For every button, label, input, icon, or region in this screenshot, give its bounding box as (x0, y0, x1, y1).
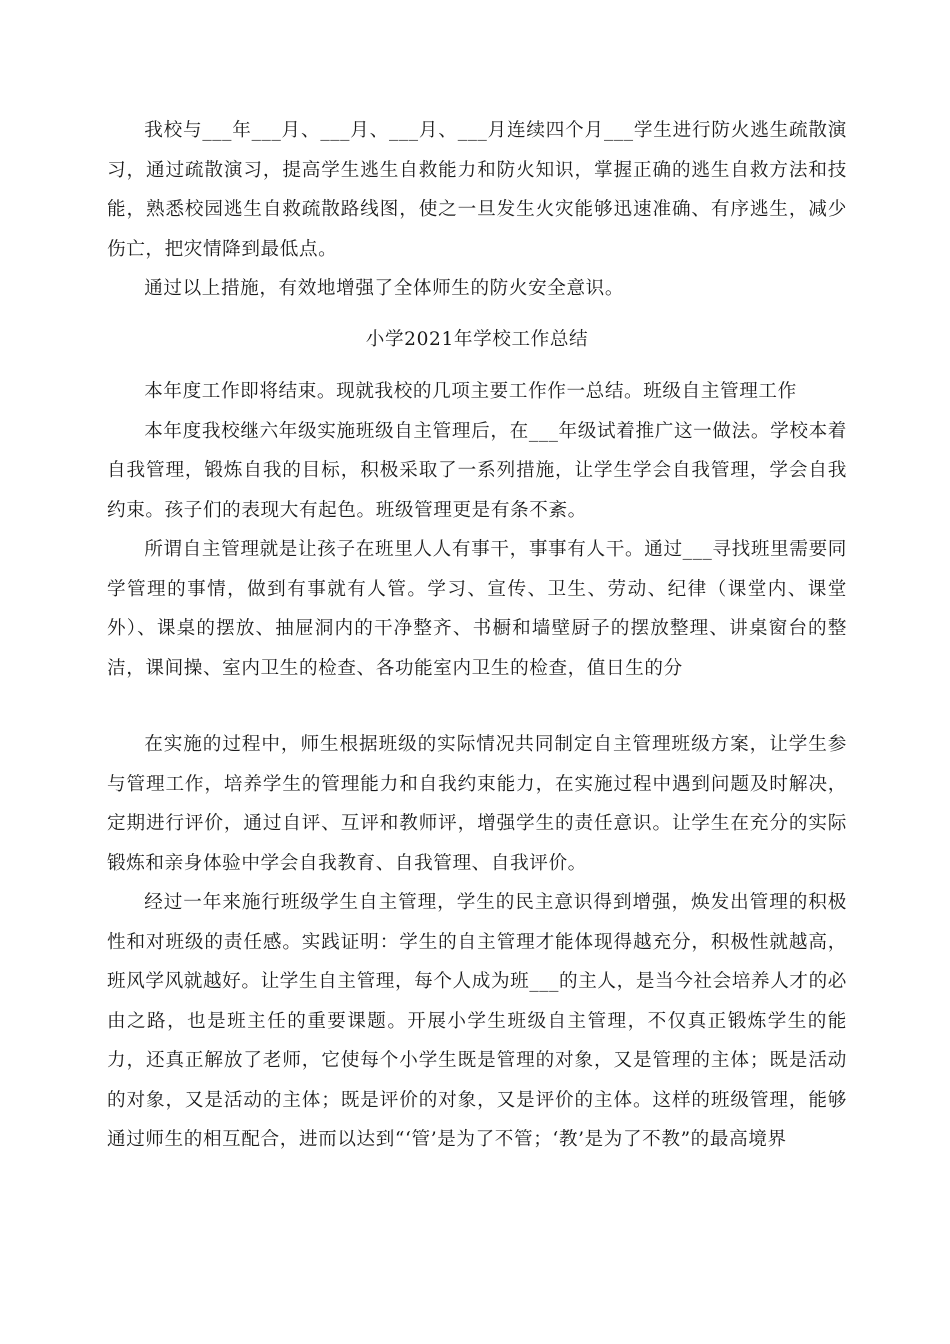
paragraph: 通过以上措施，有效地增强了全体师生的防火安全意识。 (144, 278, 625, 299)
paragraph: 本年度工作即将结束。现就我校的几项主要工作作一总结。班级自主管理工作 (144, 381, 797, 402)
paragraph: 我校与___年___月、___月、___月、___月连续四个月___学生进行防火逃生疏散演习，通过疏散演习，提高学生逃生自救能力和防火知识，掌握正确的逃生自救方法和技能，熟悉校园逃生自救疏散路线图，使之一旦发生火灾能够迅速准确、有序逃生，减少伤亡，把灾情降到最低点。 (107, 120, 847, 260)
document-title: 小学2021年学校工作总结 (365, 329, 589, 350)
body-section (107, 372, 847, 688)
intro-section (107, 111, 847, 309)
continuation-section (107, 725, 847, 1160)
paragraph: 所谓自主管理就是让孩子在班里人人有事干，事事有人干。通过___寻找班里需要同学管理的事情，做到有事就有人管。学习、宣传、卫生、劳动、纪律（课堂内、课堂外）、课桌的摆放、抽屉洞内的干净整齐、书橱和墙壁厨子的摆放整理、讲桌窗台的整洁，课间操、室内卫生的检查、各功能室内卫生的检查，值日生的分 (107, 539, 847, 679)
paragraph: 经过一年来施行班级学生自主管理，学生的民主意识得到增强，焕发出管理的积极性和对班级的责任感。实践证明：学生的自主管理才能体现得越充分，积极性就越高，班风学风就越好。让学生自主管理，每个人成为班___的主人，是当今社会培养人才的必由之路，也是班主任的重要课题。开展小学生班级自主管理，不仅真正锻炼学生的能力，还真正解放了老师，它使每个小学生既是管理的对象，又是管理的主体；既是活动的对象，又是活动的主体；既是评价的对象，又是评价的主体。这样的班级管理，能够通过师生的相互配合，进而以达到“‘管’是为了不管；‘教’是为了不教”的最高境界 (107, 892, 847, 1150)
paragraph: 在实施的过程中，师生根据班级的实际情况共同制定自主管理班级方案，让学生参与管理工作，培养学生的管理能力和自我约束能力，在实施过程中遇到问题及时解决，定期进行评价，通过自评、互评和教师评，增强学生的责任意识。让学生在充分的实际锻炼和亲身体验中学会自我教育、自我管理、自我评价。 (107, 734, 847, 874)
paragraph: 本年度我校继六年级实施班级自主管理后，在___年级试着推广这一做法。学校本着自我管理，锻炼自我的目标，积极采取了一系列措施，让学生学会自我管理，学会自我约束。孩子们的表现大有起色。班级管理更是有条不紊。 (107, 420, 847, 521)
